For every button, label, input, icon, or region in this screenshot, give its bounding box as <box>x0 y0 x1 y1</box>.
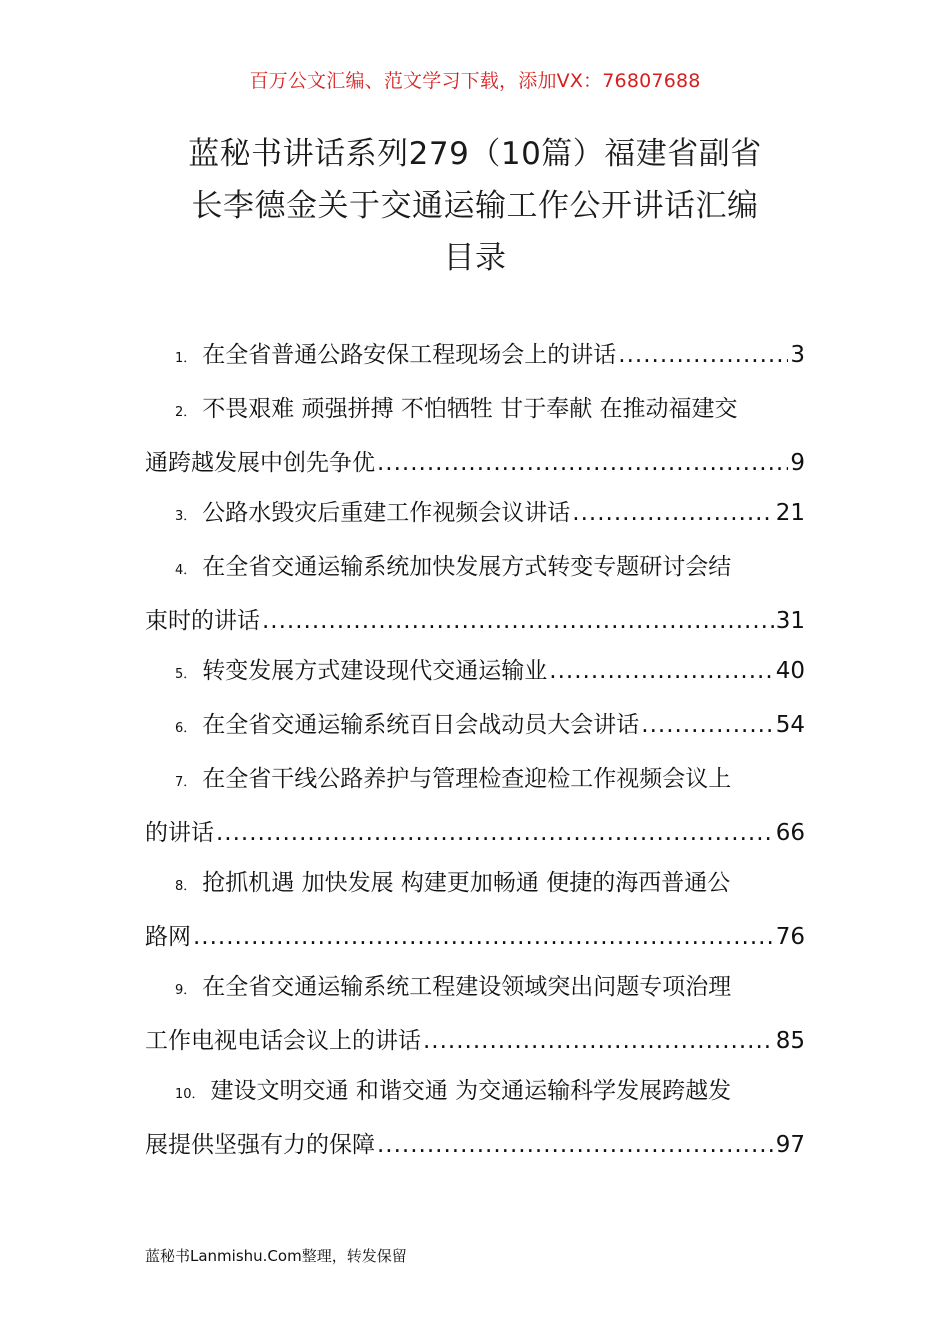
toc-dot-leader <box>572 488 773 538</box>
toc-dot-leader <box>423 1016 774 1066</box>
header-note: 百万公文汇编、范文学习下载，添加VX：76807688 <box>249 70 701 92</box>
toc-entry-page-number: 85 <box>775 1028 805 1054</box>
toc-dot-leader <box>193 912 774 962</box>
toc-entry-title: 抢抓机遇 加快发展 构建更加畅通 便捷的海西普通公 <box>202 870 731 896</box>
toc-entry-first-line <box>145 384 805 438</box>
toc-dot-leader <box>262 596 774 646</box>
toc-entry-title-continued: 通跨越发展中创先争优 <box>145 450 375 476</box>
toc-entry <box>145 754 805 858</box>
footer-note: 蓝秘书Lanmishu.Com整理，转发保留 <box>145 1247 407 1265</box>
title-line-3: 目录 <box>443 240 507 276</box>
toc-entry-title: 在全省交通运输系统工程建设领域突出问题专项治理 <box>202 974 732 1000</box>
toc-entry-title: 建设文明交通 和谐交通 为交通运输科学发展跨越发 <box>210 1078 732 1104</box>
toc-entry-page-number: 40 <box>775 658 805 684</box>
toc-entry-first-line <box>145 330 805 384</box>
toc-entry-second-line <box>145 1016 805 1066</box>
toc-entry-number: 10． <box>175 1087 205 1102</box>
toc-entry-title: 转变发展方式建设现代交通运输业 <box>202 658 548 684</box>
toc-entry <box>145 858 805 962</box>
toc-entry-number: 8． <box>175 879 197 894</box>
toc-entry-first-line <box>145 1066 805 1120</box>
toc-entry-page-number: 54 <box>775 712 805 738</box>
toc-entry-number: 2． <box>175 405 197 420</box>
toc-entry-second-line <box>145 438 805 488</box>
toc-entry-second-line <box>145 912 805 962</box>
toc-entry-first-line <box>145 754 805 808</box>
toc-entry <box>145 384 805 488</box>
toc-entry-number: 7． <box>175 775 197 790</box>
toc-entry-first-line <box>145 542 805 596</box>
toc-dot-leader <box>377 1120 774 1170</box>
toc-entry-page-number: 9 <box>790 450 805 476</box>
toc-entry-title: 公路水毁灾后重建工作视频会议讲话 <box>202 500 571 526</box>
toc-entry-title: 在全省交通运输系统加快发展方式转变专题研讨会结 <box>202 554 732 580</box>
toc-entry <box>145 542 805 646</box>
toc-entry-title-continued: 路网 <box>145 924 191 950</box>
toc-dot-leader <box>377 438 788 488</box>
toc-entry-page-number: 76 <box>775 924 805 950</box>
toc-entry <box>145 646 805 700</box>
toc-entry-page-number: 21 <box>775 500 805 526</box>
toc-entry-second-line <box>145 808 805 858</box>
toc-entry-number: 1． <box>175 351 197 366</box>
toc-entry-page-number: 3 <box>790 342 805 368</box>
toc-entry-first-line <box>145 488 805 542</box>
toc-dot-leader <box>618 330 788 380</box>
toc-entry-second-line <box>145 1120 805 1170</box>
toc-entry-number: 9． <box>175 983 197 998</box>
toc-entry-page-number: 97 <box>775 1132 805 1158</box>
toc-dot-leader <box>549 646 773 696</box>
toc-dot-leader <box>641 700 773 750</box>
toc-entry-first-line <box>145 700 805 754</box>
title-line-2: 长李德金关于交通运输工作公开讲话汇编 <box>191 188 759 224</box>
toc-entry <box>145 330 805 384</box>
toc-entry <box>145 488 805 542</box>
toc-entry-page-number: 66 <box>775 820 805 846</box>
toc-entry-title: 不畏艰难 顽强拼搏 不怕牺牲 甘于奉献 在推动福建交 <box>202 396 738 422</box>
toc-entry-first-line <box>145 646 805 700</box>
toc-entry-first-line <box>145 858 805 912</box>
toc-entry-title: 在全省干线公路养护与管理检查迎检工作视频会议上 <box>202 766 732 792</box>
table-of-contents <box>145 330 805 1170</box>
toc-entry-page-number: 31 <box>775 608 805 634</box>
toc-entry-first-line <box>145 962 805 1016</box>
toc-entry-title: 在全省普通公路安保工程现场会上的讲话 <box>202 342 617 368</box>
toc-entry <box>145 962 805 1066</box>
toc-dot-leader <box>216 808 774 858</box>
toc-entry-title-continued: 的讲话 <box>145 820 214 846</box>
toc-entry-title-continued: 束时的讲话 <box>145 608 260 634</box>
toc-entry-title-continued: 展提供坚强有力的保障 <box>145 1132 375 1158</box>
title-line-1: 蓝秘书讲话系列279（10篇）福建省副省 <box>188 136 762 172</box>
toc-entry <box>145 1066 805 1170</box>
toc-entry-number: 4． <box>175 563 197 578</box>
toc-entry <box>145 700 805 754</box>
toc-entry-title: 在全省交通运输系统百日会战动员大会讲话 <box>202 712 640 738</box>
toc-entry-number: 5． <box>175 667 197 682</box>
toc-entry-number: 6． <box>175 721 197 736</box>
toc-entry-number: 3． <box>175 509 197 524</box>
toc-entry-title-continued: 工作电视电话会议上的讲话 <box>145 1028 421 1054</box>
toc-entry-second-line <box>145 596 805 646</box>
document-title <box>120 128 830 284</box>
